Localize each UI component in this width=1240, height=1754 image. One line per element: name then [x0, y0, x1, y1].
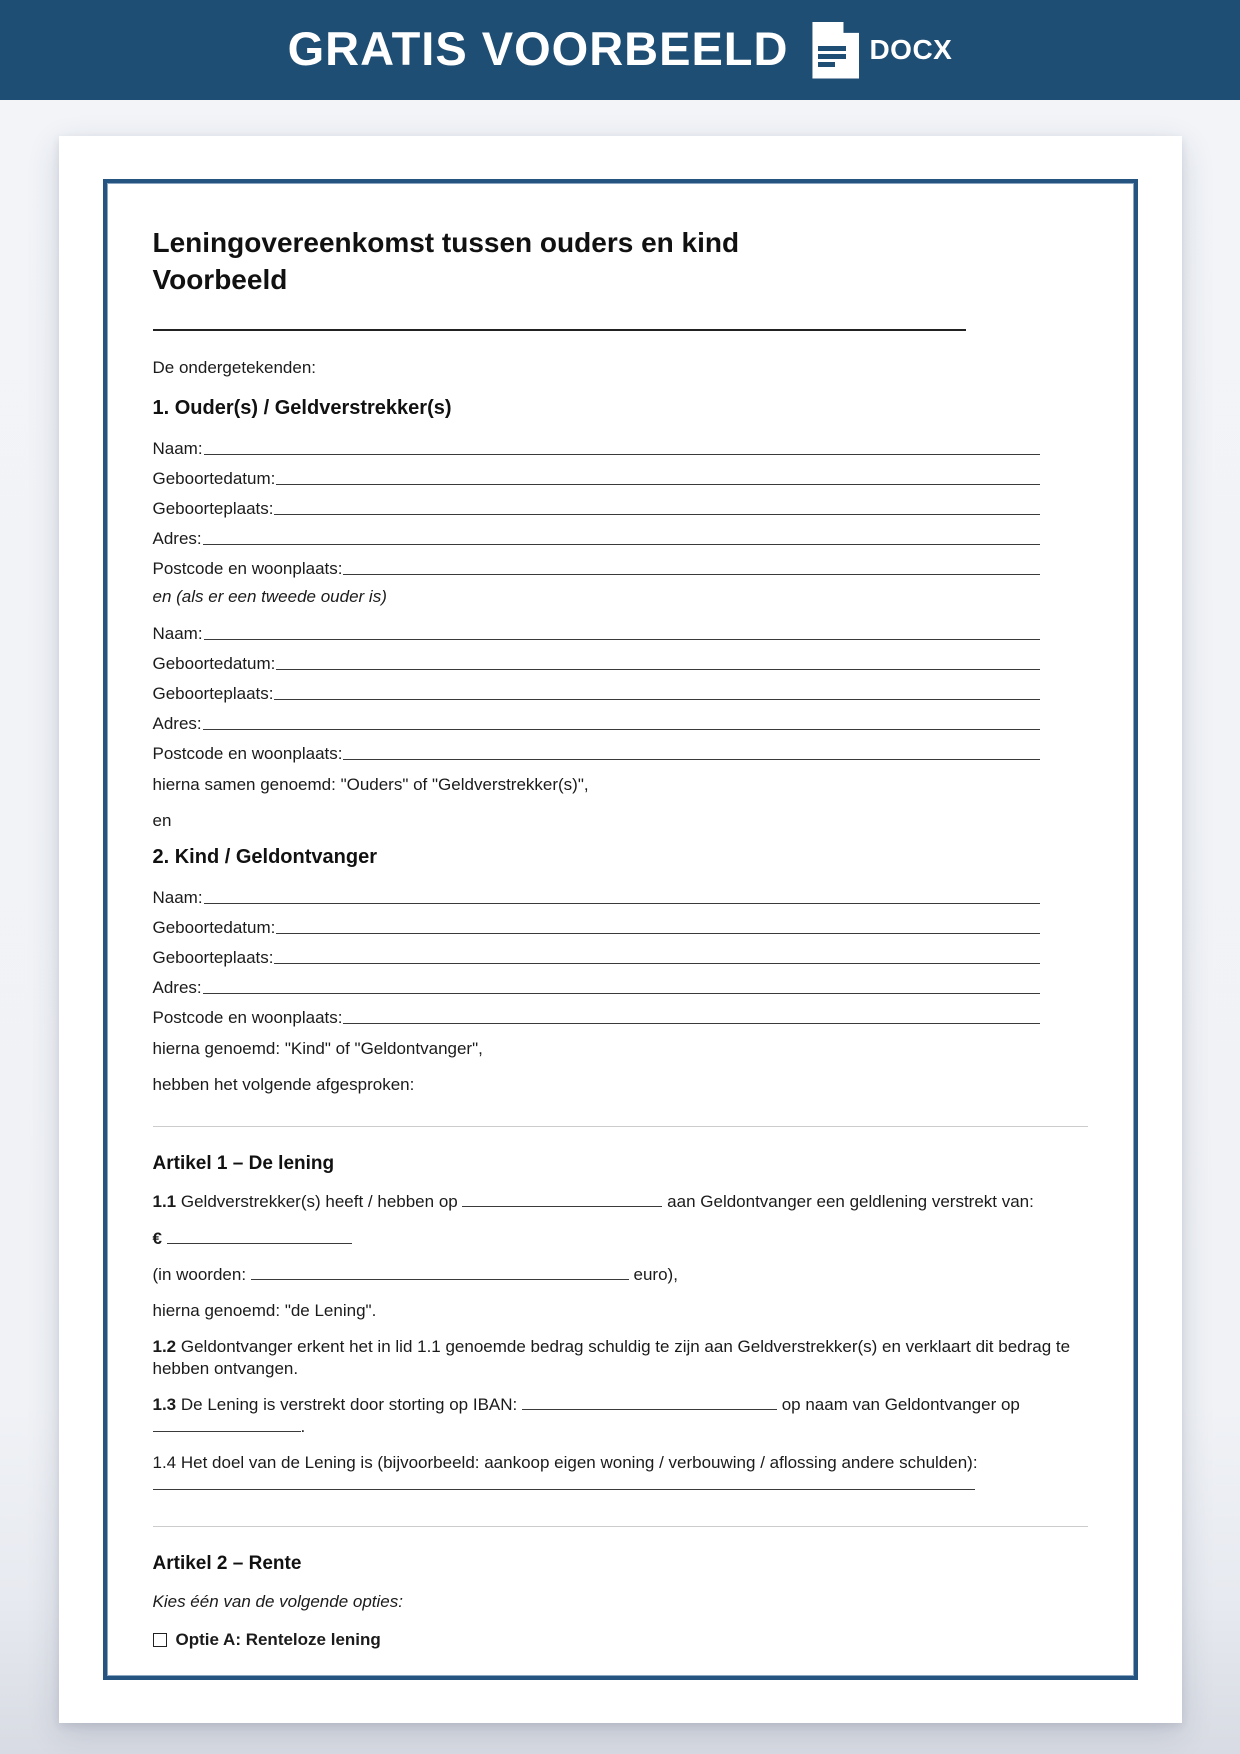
blank-line — [343, 574, 1039, 575]
section-divider — [153, 1126, 1088, 1127]
docx-badge — [812, 22, 952, 79]
docx-label: DOCX — [869, 34, 953, 65]
option-a-label: Optie A: Renteloze lening — [175, 1629, 381, 1649]
form-field-row — [153, 878, 1088, 908]
blank-line — [203, 729, 1040, 730]
blank-line — [343, 759, 1039, 760]
text-segment: aan Geldontvanger een geldlening verstrekt van: — [662, 1192, 1034, 1212]
form-field-row — [153, 704, 1088, 734]
blank-line — [274, 514, 1039, 515]
loan-amount-line — [153, 1228, 1088, 1250]
blank-line — [522, 1396, 777, 1410]
clause-1-3 — [153, 1394, 1088, 1438]
form-field-row — [153, 734, 1088, 764]
text-segment: Geldverstrekker(s) heeft / hebben op — [176, 1192, 463, 1212]
blank-line — [343, 1023, 1039, 1024]
text-segment: . — [300, 1417, 306, 1437]
blank-line — [153, 1476, 975, 1490]
field-label: Naam: — [152, 438, 203, 458]
text-segment: 1.2 — [152, 1336, 177, 1356]
blank-line — [276, 933, 1039, 934]
parents-closing-text: hierna samen genoemd: "Ouders" of "Geldverstrekker(s)", — [152, 775, 589, 795]
field-label: Adres: — [152, 528, 202, 548]
field-label: Geboortedatum: — [152, 468, 276, 488]
document-page — [103, 179, 1138, 1680]
text-segment: op naam van Geldontvanger op — [776, 1395, 1020, 1415]
section-heading-child: 2. Kind / Geldontvanger — [152, 846, 377, 869]
blank-line — [251, 1265, 629, 1279]
clause-1-1 — [153, 1191, 1088, 1213]
document-card — [59, 136, 1182, 1723]
text-segment: 1.4 Het doel van de Lening is (bijvoorbeeld: aankoop eigen woning / verbouwing / aflossing andere schulden): — [152, 1453, 978, 1473]
field-label: Geboortedatum: — [152, 653, 276, 673]
text-segment: € — [152, 1228, 162, 1248]
amount-in-words-line — [153, 1264, 1088, 1286]
gratis-voorbeeld-banner[interactable] — [0, 0, 1240, 100]
document-title: Leningovereenkomst tussen ouders en kind Voorbeeld — [152, 227, 740, 295]
form-field-row — [153, 644, 1088, 674]
blank-line — [203, 993, 1040, 994]
blank-line — [274, 963, 1039, 964]
text-segment: De Lening is verstrekt door storting op IBAN: — [176, 1395, 522, 1415]
text-segment: 1.3 — [152, 1395, 177, 1415]
form-field-row — [153, 998, 1088, 1028]
loan-name-text: hierna genoemd: "de Lening". — [152, 1300, 377, 1320]
agreement-text: hebben het volgende afgesproken: — [152, 1075, 415, 1095]
form-field-row — [153, 429, 1088, 459]
child-fields — [153, 878, 1088, 1028]
clause-1-4 — [153, 1452, 1088, 1496]
title-rule — [153, 329, 966, 331]
article2-heading: Artikel 2 – Rente — [152, 1553, 302, 1575]
form-field-row — [153, 938, 1088, 968]
blank-line — [203, 544, 1040, 545]
blank-line — [167, 1229, 352, 1243]
field-label: Postcode en woonplaats: — [152, 1007, 343, 1027]
field-label: Naam: — [152, 623, 203, 643]
form-field-row — [153, 459, 1088, 489]
blank-line — [276, 669, 1039, 670]
parents-fields — [153, 429, 1088, 579]
second-parent-fields — [153, 614, 1088, 764]
option-a-row — [153, 1630, 1088, 1650]
field-label: Adres: — [152, 713, 202, 733]
field-label: Postcode en woonplaats: — [152, 743, 343, 763]
field-label: Adres: — [152, 977, 202, 997]
form-field-row — [153, 519, 1088, 549]
form-field-row — [153, 674, 1088, 704]
blank-line — [204, 454, 1040, 455]
option-a-checkbox-icon — [153, 1633, 167, 1647]
banner-title: GRATIS VOORBEELD — [287, 21, 789, 75]
option-instruction: Kies één van de volgende opties: — [152, 1592, 403, 1612]
field-label: Geboorteplaats: — [152, 947, 274, 967]
blank-line — [274, 699, 1039, 700]
text-segment: euro), — [628, 1264, 678, 1284]
field-label: Geboorteplaats: — [152, 683, 274, 703]
second-parent-note: en (als er een tweede ouder is) — [152, 587, 387, 606]
text-segment: 1.1 — [152, 1192, 177, 1212]
section-divider — [153, 1526, 1088, 1527]
text-segment: Geldontvanger erkent het in lid 1.1 genoemde bedrag schuldig te zijn aan Geldverstrekker(s) en verklaart dit bedrag te hebben ontvangen. — [152, 1336, 1071, 1378]
connector-text: en — [152, 811, 172, 831]
form-field-row — [153, 614, 1088, 644]
field-label: Naam: — [152, 887, 203, 907]
blank-line — [204, 903, 1040, 904]
form-field-row — [153, 489, 1088, 519]
field-label: Postcode en woonplaats: — [152, 558, 343, 578]
field-label: Geboortedatum: — [152, 917, 276, 937]
form-field-row — [153, 549, 1088, 579]
child-closing-text: hierna genoemd: "Kind" of "Geldontvanger", — [152, 1039, 483, 1059]
field-label: Geboorteplaats: — [152, 498, 274, 518]
article1-heading: Artikel 1 – De lening — [152, 1153, 335, 1175]
docx-file-icon — [812, 22, 859, 79]
blank-line — [276, 484, 1039, 485]
text-segment: (in woorden: — [152, 1264, 251, 1284]
form-field-row — [153, 968, 1088, 998]
form-field-row — [153, 908, 1088, 938]
blank-line — [204, 639, 1040, 640]
blank-line — [153, 1418, 301, 1432]
section-heading-parents: 1. Ouder(s) / Geldverstrekker(s) — [152, 397, 452, 419]
blank-line — [462, 1193, 662, 1207]
intro-text: De ondergetekenden: — [152, 357, 317, 377]
clause-1-2 — [153, 1336, 1088, 1380]
